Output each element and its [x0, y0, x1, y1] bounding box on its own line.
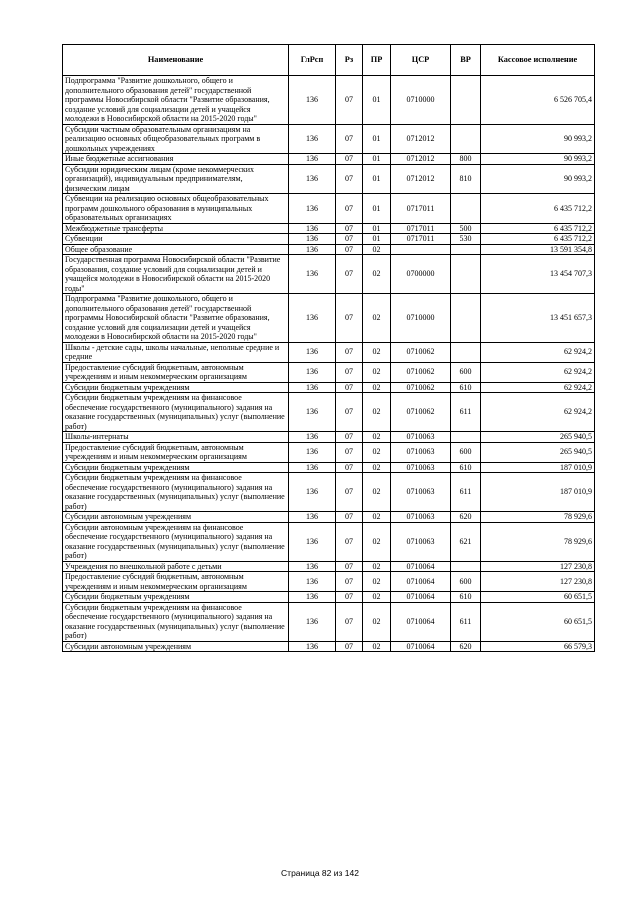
cell-rz: 07 [336, 382, 363, 393]
cell-glrsp: 136 [289, 572, 336, 592]
cell-glrsp: 136 [289, 154, 336, 165]
header-vr: ВР [451, 45, 481, 76]
cell-rz: 07 [336, 462, 363, 473]
cell-pr: 01 [363, 234, 391, 245]
cell-glrsp: 136 [289, 342, 336, 362]
cell-name: Субсидии частным образовательным организациям на реализацию основных общеобразовательных программ в дошкольных учреждениях [63, 124, 289, 154]
cell-pr: 02 [363, 512, 391, 523]
cell-vr: 600 [451, 362, 481, 382]
table-row [63, 234, 595, 245]
cell-rz: 07 [336, 432, 363, 443]
cell-name: Школы-интернаты [63, 432, 289, 443]
cell-vr [451, 194, 481, 224]
cell-rz: 07 [336, 362, 363, 382]
cell-pr: 02 [363, 442, 391, 462]
table-row [63, 194, 595, 224]
cell-vr [451, 432, 481, 443]
cell-amount: 78 929,6 [481, 522, 595, 561]
cell-vr [451, 124, 481, 154]
cell-glrsp: 136 [289, 244, 336, 255]
cell-pr: 01 [363, 124, 391, 154]
cell-csr: 0710064 [391, 602, 451, 641]
cell-csr: 0710064 [391, 641, 451, 652]
cell-csr: 0710063 [391, 512, 451, 523]
cell-amount: 62 924,2 [481, 342, 595, 362]
cell-pr: 01 [363, 154, 391, 165]
cell-csr: 0710063 [391, 522, 451, 561]
table-row [63, 592, 595, 603]
cell-pr: 01 [363, 223, 391, 234]
cell-rz: 07 [336, 592, 363, 603]
cell-csr: 0710063 [391, 473, 451, 512]
cell-glrsp: 136 [289, 602, 336, 641]
cell-pr: 01 [363, 194, 391, 224]
cell-glrsp: 136 [289, 294, 336, 343]
table-row [63, 294, 595, 343]
cell-rz: 07 [336, 294, 363, 343]
header-glrsp: ГлРсп [289, 45, 336, 76]
table-row [63, 432, 595, 443]
cell-rz: 07 [336, 602, 363, 641]
cell-pr: 02 [363, 432, 391, 443]
cell-amount: 6 435 712,2 [481, 194, 595, 224]
cell-csr: 0717011 [391, 194, 451, 224]
cell-pr: 02 [363, 602, 391, 641]
cell-csr: 0717011 [391, 223, 451, 234]
cell-amount: 6 435 712,2 [481, 234, 595, 245]
cell-rz: 07 [336, 473, 363, 512]
cell-csr: 0710064 [391, 592, 451, 603]
table-row [63, 124, 595, 154]
table-row [63, 602, 595, 641]
cell-pr: 02 [363, 522, 391, 561]
header-name: Наименование [63, 45, 289, 76]
cell-rz: 07 [336, 522, 363, 561]
cell-glrsp: 136 [289, 362, 336, 382]
cell-name: Субсидии бюджетным учреждениям на финансовое обеспечение государственного (муниципального) задания на оказание государственных (муниципальных) услуг (выполнение работ) [63, 393, 289, 432]
cell-vr [451, 255, 481, 294]
header-amount: Кассовое исполнение [481, 45, 595, 76]
cell-vr: 610 [451, 462, 481, 473]
table-row [63, 473, 595, 512]
table-row [63, 76, 595, 125]
cell-rz: 07 [336, 442, 363, 462]
table-row [63, 255, 595, 294]
cell-glrsp: 136 [289, 164, 336, 194]
cell-amount: 13 454 707,3 [481, 255, 595, 294]
cell-glrsp: 136 [289, 255, 336, 294]
cell-glrsp: 136 [289, 124, 336, 154]
cell-vr: 611 [451, 393, 481, 432]
cell-rz: 07 [336, 164, 363, 194]
table-row [63, 393, 595, 432]
cell-csr: 0710063 [391, 462, 451, 473]
cell-name: Субсидии автономным учреждениям [63, 641, 289, 652]
cell-glrsp: 136 [289, 512, 336, 523]
cell-csr: 0700000 [391, 255, 451, 294]
table-row [63, 362, 595, 382]
table-row [63, 223, 595, 234]
cell-vr: 530 [451, 234, 481, 245]
cell-name: Учреждения по внешкольной работе с детьми [63, 561, 289, 572]
cell-amount: 90 993,2 [481, 124, 595, 154]
cell-amount: 127 230,8 [481, 572, 595, 592]
cell-rz: 07 [336, 342, 363, 362]
cell-amount: 265 940,5 [481, 442, 595, 462]
cell-pr: 01 [363, 164, 391, 194]
cell-rz: 07 [336, 194, 363, 224]
cell-pr: 02 [363, 561, 391, 572]
cell-amount: 6 435 712,2 [481, 223, 595, 234]
cell-rz: 07 [336, 244, 363, 255]
header-csr: ЦСР [391, 45, 451, 76]
table-row [63, 154, 595, 165]
cell-vr: 621 [451, 522, 481, 561]
cell-csr: 0717011 [391, 234, 451, 245]
cell-glrsp: 136 [289, 561, 336, 572]
cell-glrsp: 136 [289, 442, 336, 462]
cell-vr: 610 [451, 592, 481, 603]
cell-vr [451, 76, 481, 125]
cell-name: Субсидии автономным учреждениям на финансовое обеспечение государственного (муниципального) задания на оказание государственных (муниципальных) услуг (выполнение работ) [63, 522, 289, 561]
cell-csr: 0710000 [391, 294, 451, 343]
cell-amount: 13 591 354,8 [481, 244, 595, 255]
cell-vr [451, 342, 481, 362]
cell-glrsp: 136 [289, 522, 336, 561]
cell-pr: 02 [363, 462, 391, 473]
table-row [63, 164, 595, 194]
cell-vr: 610 [451, 382, 481, 393]
cell-amount: 60 651,5 [481, 592, 595, 603]
cell-rz: 07 [336, 572, 363, 592]
table-row [63, 382, 595, 393]
cell-vr: 810 [451, 164, 481, 194]
cell-name: Подпрограмма "Развитие дошкольного, общего и дополнительного образования детей" государственной программы Новосибирской области "Развитие образования, создание условий для социализации детей и учащейся молодежи в Новосибирской области на 2015-2020 годы" [63, 294, 289, 343]
cell-pr: 02 [363, 255, 391, 294]
cell-rz: 07 [336, 234, 363, 245]
cell-glrsp: 136 [289, 76, 336, 125]
cell-name: Субвенции [63, 234, 289, 245]
cell-rz: 07 [336, 154, 363, 165]
cell-csr: 0710064 [391, 561, 451, 572]
cell-csr: 0710062 [391, 342, 451, 362]
cell-pr: 02 [363, 592, 391, 603]
cell-csr: 0712012 [391, 124, 451, 154]
cell-vr: 620 [451, 641, 481, 652]
cell-rz: 07 [336, 393, 363, 432]
cell-pr: 02 [363, 342, 391, 362]
cell-csr: 0712012 [391, 154, 451, 165]
cell-pr: 02 [363, 294, 391, 343]
cell-pr: 02 [363, 473, 391, 512]
cell-vr: 611 [451, 473, 481, 512]
cell-name: Субсидии бюджетным учреждениям [63, 462, 289, 473]
cell-amount: 90 993,2 [481, 164, 595, 194]
table-row [63, 522, 595, 561]
cell-name: Общее образование [63, 244, 289, 255]
cell-vr [451, 244, 481, 255]
cell-name: Предоставление субсидий бюджетным, автономным учреждениям и иным некоммерческим организациям [63, 572, 289, 592]
cell-glrsp: 136 [289, 641, 336, 652]
table-row [63, 561, 595, 572]
cell-rz: 07 [336, 561, 363, 572]
cell-amount: 66 579,3 [481, 641, 595, 652]
budget-execution-table [62, 44, 595, 652]
cell-rz: 07 [336, 76, 363, 125]
cell-amount: 60 651,5 [481, 602, 595, 641]
cell-glrsp: 136 [289, 234, 336, 245]
cell-glrsp: 136 [289, 462, 336, 473]
cell-csr: 0710062 [391, 362, 451, 382]
cell-name: Школы - детские сады, школы начальные, неполные средние и средние [63, 342, 289, 362]
cell-amount: 187 010,9 [481, 462, 595, 473]
cell-name: Иные бюджетные ассигнования [63, 154, 289, 165]
cell-name: Субсидии бюджетным учреждениям на финансовое обеспечение государственного (муниципального) задания на оказание государственных (муниципальных) услуг (выполнение работ) [63, 602, 289, 641]
cell-rz: 07 [336, 124, 363, 154]
cell-amount: 265 940,5 [481, 432, 595, 443]
cell-name: Предоставление субсидий бюджетным, автономным учреждениям и иным некоммерческим организациям [63, 442, 289, 462]
cell-amount: 62 924,2 [481, 393, 595, 432]
table-body [63, 76, 595, 652]
cell-amount: 62 924,2 [481, 362, 595, 382]
cell-csr: 0710064 [391, 572, 451, 592]
cell-name: Субсидии бюджетным учреждениям [63, 382, 289, 393]
cell-csr: 0710000 [391, 76, 451, 125]
cell-vr: 611 [451, 602, 481, 641]
cell-rz: 07 [336, 512, 363, 523]
table-row [63, 462, 595, 473]
cell-name: Субвенции на реализацию основных общеобразовательных программ дошкольного образования в муниципальных образовательных организациях [63, 194, 289, 224]
cell-pr: 02 [363, 362, 391, 382]
cell-vr [451, 561, 481, 572]
cell-glrsp: 136 [289, 194, 336, 224]
cell-csr: 0710063 [391, 442, 451, 462]
cell-rz: 07 [336, 223, 363, 234]
cell-csr: 0710062 [391, 382, 451, 393]
cell-pr: 01 [363, 76, 391, 125]
cell-amount: 187 010,9 [481, 473, 595, 512]
cell-pr: 02 [363, 572, 391, 592]
page-footer: Страница 82 из 142 [281, 868, 359, 878]
cell-csr: 0712012 [391, 164, 451, 194]
cell-name: Подпрограмма "Развитие дошкольного, общего и дополнительного образования детей" государственной программы Новосибирской области "Развитие образования, создание условий для социализации детей и учащейся молодежи в Новосибирской области на 2015-2020 годы" [63, 76, 289, 125]
cell-amount: 127 230,8 [481, 561, 595, 572]
cell-pr: 02 [363, 393, 391, 432]
cell-amount: 78 929,6 [481, 512, 595, 523]
table-row [63, 572, 595, 592]
table-header-row [63, 45, 595, 76]
table-row [63, 342, 595, 362]
cell-name: Субсидии бюджетным учреждениям на финансовое обеспечение государственного (муниципального) задания на оказание государственных (муниципальных) услуг (выполнение работ) [63, 473, 289, 512]
cell-name: Государственная программа Новосибирской области "Развитие образования, создание условий для социализации детей и учащейся молодежи в Новосибирской области на 2015-2020 годы" [63, 255, 289, 294]
cell-vr: 600 [451, 442, 481, 462]
cell-name: Субсидии автономным учреждениям [63, 512, 289, 523]
cell-vr: 800 [451, 154, 481, 165]
cell-pr: 02 [363, 244, 391, 255]
table-row [63, 442, 595, 462]
cell-csr [391, 244, 451, 255]
cell-vr: 500 [451, 223, 481, 234]
cell-vr: 600 [451, 572, 481, 592]
cell-amount: 13 451 657,3 [481, 294, 595, 343]
cell-glrsp: 136 [289, 473, 336, 512]
table-row [63, 512, 595, 523]
header-pr: ПР [363, 45, 391, 76]
cell-amount: 6 526 705,4 [481, 76, 595, 125]
table-row [63, 641, 595, 652]
cell-glrsp: 136 [289, 223, 336, 234]
cell-name: Межбюджетные трансферты [63, 223, 289, 234]
cell-vr [451, 294, 481, 343]
header-rz: Рз [336, 45, 363, 76]
cell-name: Субсидии юридическим лицам (кроме некоммерческих организаций), индивидуальным предпринимателям, физическим лицам [63, 164, 289, 194]
cell-amount: 90 993,2 [481, 154, 595, 165]
cell-vr: 620 [451, 512, 481, 523]
cell-pr: 02 [363, 382, 391, 393]
cell-csr: 0710062 [391, 393, 451, 432]
table-row [63, 244, 595, 255]
cell-rz: 07 [336, 255, 363, 294]
cell-pr: 02 [363, 641, 391, 652]
cell-csr: 0710063 [391, 432, 451, 443]
cell-amount: 62 924,2 [481, 382, 595, 393]
cell-glrsp: 136 [289, 382, 336, 393]
cell-name: Предоставление субсидий бюджетным, автономным учреждениям и иным некоммерческим организациям [63, 362, 289, 382]
cell-glrsp: 136 [289, 592, 336, 603]
cell-glrsp: 136 [289, 393, 336, 432]
cell-glrsp: 136 [289, 432, 336, 443]
cell-name: Субсидии бюджетным учреждениям [63, 592, 289, 603]
cell-rz: 07 [336, 641, 363, 652]
